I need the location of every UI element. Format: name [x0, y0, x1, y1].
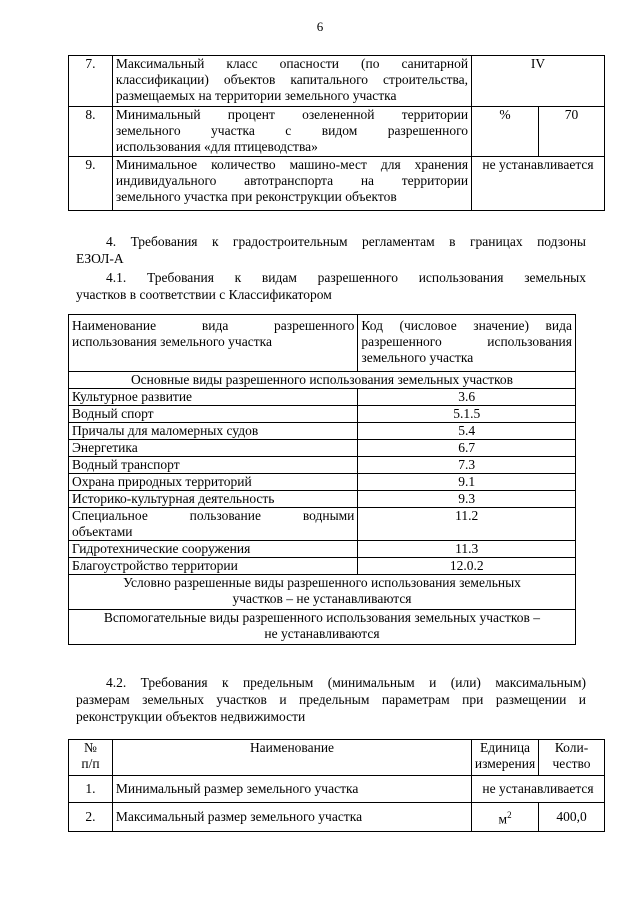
section-row-auxiliary: Вспомогательные виды разрешенного использования земельных участков – не устанавливаются — [69, 610, 576, 645]
header-unit: Единица измерения — [472, 740, 539, 776]
header-quantity: Коли- чество — [539, 740, 605, 776]
table-row: Водный спорт 5.1.5 — [69, 406, 576, 423]
section-4-1-heading: 4.1. Требования к видам разрешенного использования земельных участков в соответствии с Классификатором — [76, 270, 586, 302]
parameters-table — [68, 739, 605, 832]
table-row: Охрана природных территорий 9.1 — [69, 474, 576, 491]
section-4-2-heading: 4.2. Требования к предельным (минимальным и (или) максимальным) размерам земельных участков и предельным параметрам при размещении и реконструкции объектов недвижимости — [76, 675, 586, 724]
header-number: № п/п — [69, 740, 113, 776]
table-row: Водный транспорт 7.3 — [69, 457, 576, 474]
table-row: Культурное развитие 3.6 — [69, 389, 576, 406]
row-description: Максимальный класс опасности (по санитарной классификации) объектов капитального строительства, размещаемых на территории земельного участка — [112, 56, 471, 107]
table-row: Специальное пользование водными объектами 11.2 — [69, 508, 576, 541]
row-number: 7. — [69, 56, 113, 107]
table-row: Благоустройство территории 12.0.2 — [69, 558, 576, 575]
page-number: 6 — [316, 19, 324, 34]
table-row: 1. Минимальный размер земельного участка не устанавливается — [69, 776, 605, 803]
row-value: IV — [472, 56, 605, 107]
row-unit: % — [472, 107, 539, 157]
row-description: Минимальный процент озелененной территории земельного участка с видом разрешенного использования «для птицеводства» — [112, 107, 471, 157]
row-number: 8. — [69, 107, 113, 157]
table-row: Энергетика 6.7 — [69, 440, 576, 457]
table-row — [69, 56, 605, 107]
section-row-conditional: Условно разрешенные виды разрешенного использования земельных участков – не устанавливаются — [69, 575, 576, 610]
table-header-row — [69, 740, 605, 776]
table-row: Гидротехнические сооружения 11.3 — [69, 541, 576, 558]
table-row: 2. Максимальный размер земельного участка $м^2$ 400,0 — [69, 803, 605, 832]
row-value: не устанавливается — [472, 157, 605, 211]
table-row: Причалы для маломерных судов 5.4 — [69, 423, 576, 440]
permitted-use-table — [68, 314, 576, 645]
limits-table-top — [68, 55, 605, 211]
header-use-name: Наименование вида разрешенного использования земельного участка — [69, 315, 358, 372]
table-row — [69, 107, 605, 157]
header-name: Наименование — [112, 740, 471, 776]
row-value: 70 — [539, 107, 605, 157]
row-description: Минимальное количество машино-мест для хранения индивидуального автотранспорта на территории земельного участка при реконструкции объектов — [112, 157, 471, 211]
row-unit: $м^2$ — [472, 803, 539, 832]
section-4-heading: 4. Требования к градостроительным регламентам в границах подзоны ЕЗОЛ-А — [76, 234, 586, 266]
table-row — [69, 157, 605, 211]
section-row-main: Основные виды разрешенного использования земельных участков — [69, 372, 576, 389]
table-row: Историко-культурная деятельность 9.3 — [69, 491, 576, 508]
row-number: 9. — [69, 157, 113, 211]
header-use-code: Код (числовое значение) вида разрешенного использования земельного участка — [358, 315, 576, 372]
table-header-row — [69, 315, 576, 372]
